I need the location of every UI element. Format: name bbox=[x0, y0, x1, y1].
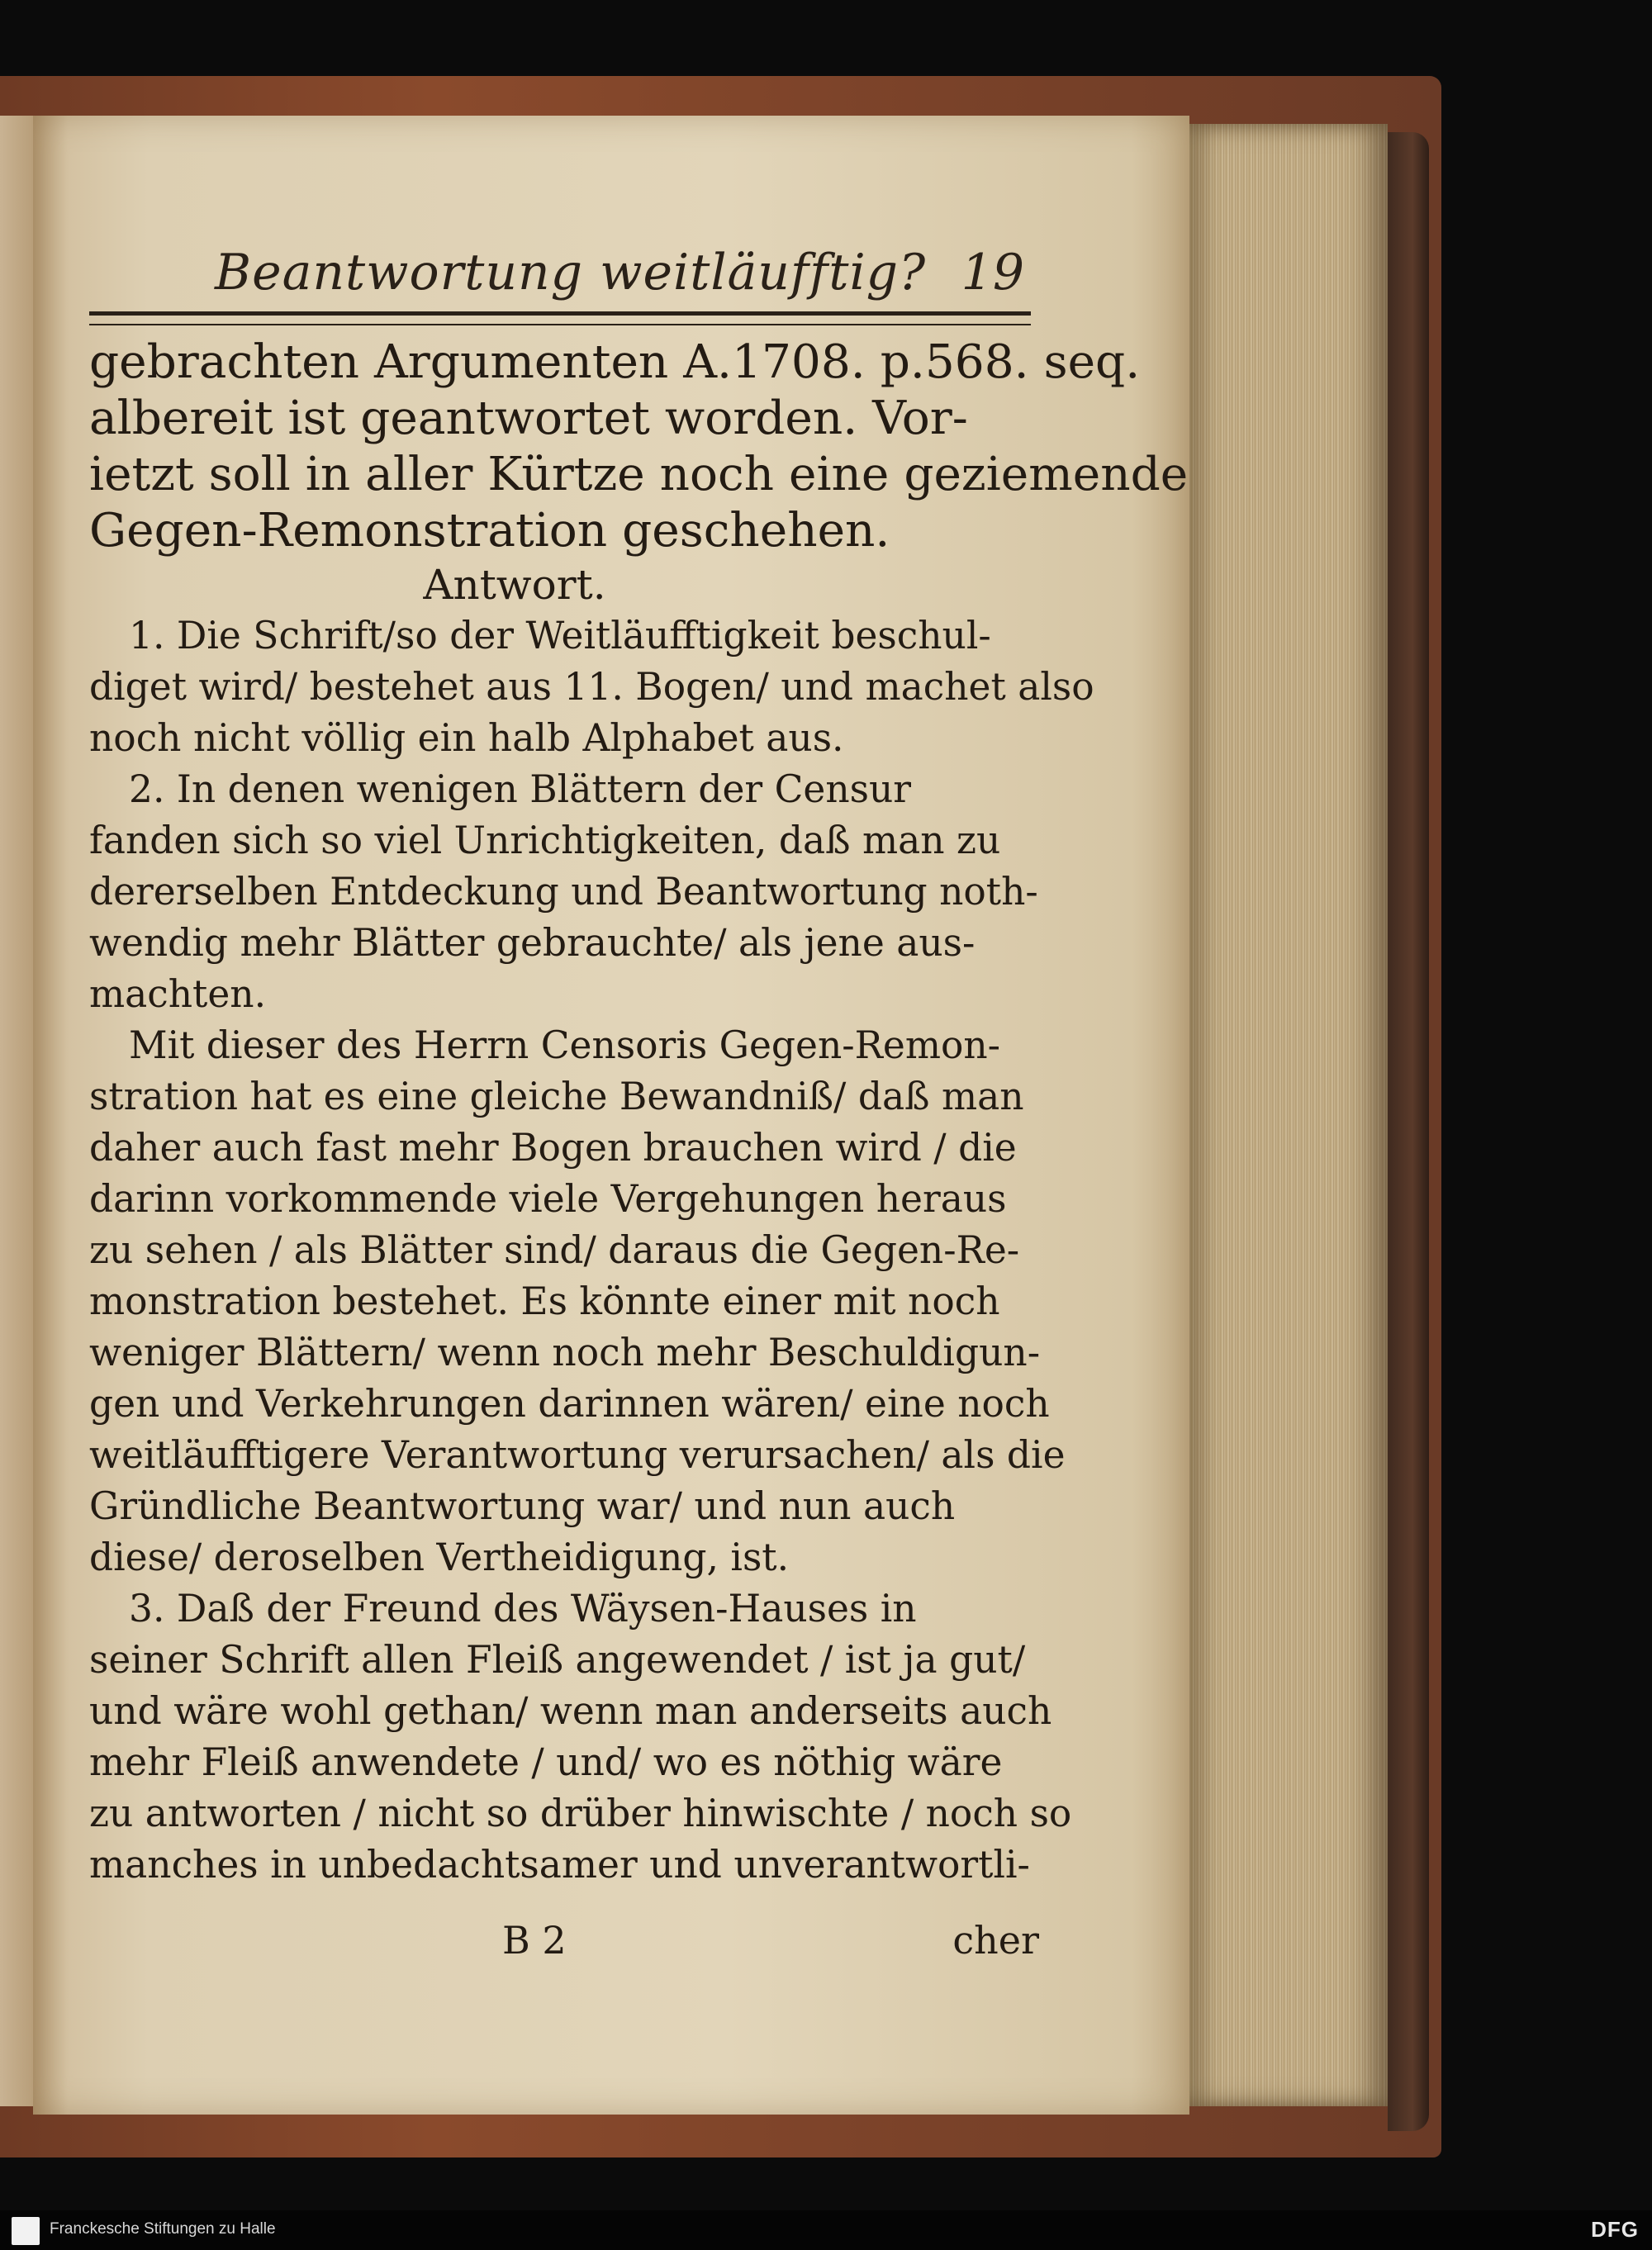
text-line: manches in unbedachtsamer und unverantwortli- bbox=[89, 1843, 1030, 1887]
section-heading: Antwort. bbox=[423, 561, 606, 609]
text-line: gen und Verkehrungen darinnen wären/ eine noch bbox=[89, 1382, 1050, 1426]
left-page-edge bbox=[0, 116, 35, 2106]
page-number: 19 bbox=[961, 244, 1024, 301]
text-line: darinn vorkommende viele Vergehungen heraus bbox=[89, 1177, 1007, 1221]
text-line: diese/ deroselben Vertheidigung, ist. bbox=[89, 1536, 790, 1579]
text-line: weniger Blättern/ wenn noch mehr Beschuldigun- bbox=[89, 1331, 1041, 1374]
text-line: Gründliche Beantwortung war/ und nun auch bbox=[89, 1484, 956, 1528]
book-spine-edge bbox=[1388, 132, 1429, 2131]
running-title: Beantwortung weitläufftig? bbox=[215, 244, 927, 301]
text-line: 3. Daß der Freund des Wäysen-Hauses in bbox=[129, 1587, 917, 1631]
page-edges bbox=[1189, 124, 1388, 2106]
page-signature-row bbox=[89, 1918, 1039, 1968]
signature-mark: B 2 bbox=[502, 1918, 567, 1963]
text-line: albereit ist geantwortet worden. Vor- bbox=[89, 392, 968, 445]
text-line: dererselben Entdeckung und Beantwortung noth- bbox=[89, 870, 1038, 914]
text-line: stration hat es eine gleiche Bewandniß/ daß man bbox=[89, 1075, 1024, 1118]
header-rule bbox=[89, 311, 1031, 325]
funder-logo: DFG bbox=[1591, 2217, 1639, 2242]
text-line: mehr Fleiß anwendete / und/ wo es nöthig wäre bbox=[89, 1740, 1003, 1784]
running-header bbox=[215, 244, 1032, 310]
institution-name: Franckesche Stiftungen zu Halle bbox=[50, 2220, 276, 2238]
viewer-footer bbox=[0, 2210, 1652, 2250]
text-line: gebrachten Argumenten A.1708. p.568. seq. bbox=[89, 335, 1141, 389]
text-line: daher auch fast mehr Bogen brauchen wird / die bbox=[89, 1126, 1017, 1170]
text-line: monstration bestehet. Es könnte einer mit noch bbox=[89, 1279, 1000, 1323]
text-line: wendig mehr Blätter gebrauchte/ als jene aus- bbox=[89, 921, 976, 965]
catchword: cher bbox=[952, 1918, 1039, 1963]
text-line: diget wird/ bestehet aus 11. Bogen/ und machet also bbox=[89, 665, 1094, 709]
text-line: zu antworten / nicht so drüber hinwischte / noch so bbox=[89, 1792, 1072, 1835]
body-text bbox=[89, 335, 1189, 1891]
text-line: 2. In denen wenigen Blättern der Censur bbox=[129, 767, 912, 811]
text-line: seiner Schrift allen Fleiß angewendet / ist ja gut/ bbox=[89, 1638, 1026, 1682]
text-line: weitläufftigere Verantwortung verursachen/ als die bbox=[89, 1433, 1066, 1477]
text-line: machten. bbox=[89, 972, 267, 1016]
text-line: 1. Die Schrift/so der Weitläufftigkeit beschul- bbox=[129, 614, 991, 657]
text-line: noch nicht völlig ein halb Alphabet aus. bbox=[89, 716, 844, 760]
text-line: ietzt soll in aller Kürtze noch eine geziemende bbox=[89, 448, 1189, 501]
text-line: fanden sich so viel Unrichtigkeiten, daß man zu bbox=[89, 819, 1001, 862]
text-line: Mit dieser des Herrn Censoris Gegen-Remon- bbox=[129, 1023, 1001, 1067]
text-line: und wäre wohl gethan/ wenn man anderseits auch bbox=[89, 1689, 1052, 1733]
text-line: zu sehen / als Blätter sind/ daraus die Gegen-Re- bbox=[89, 1228, 1020, 1272]
text-line: Gegen-Remonstration geschehen. bbox=[89, 504, 890, 558]
institution-logo-icon bbox=[12, 2217, 40, 2245]
